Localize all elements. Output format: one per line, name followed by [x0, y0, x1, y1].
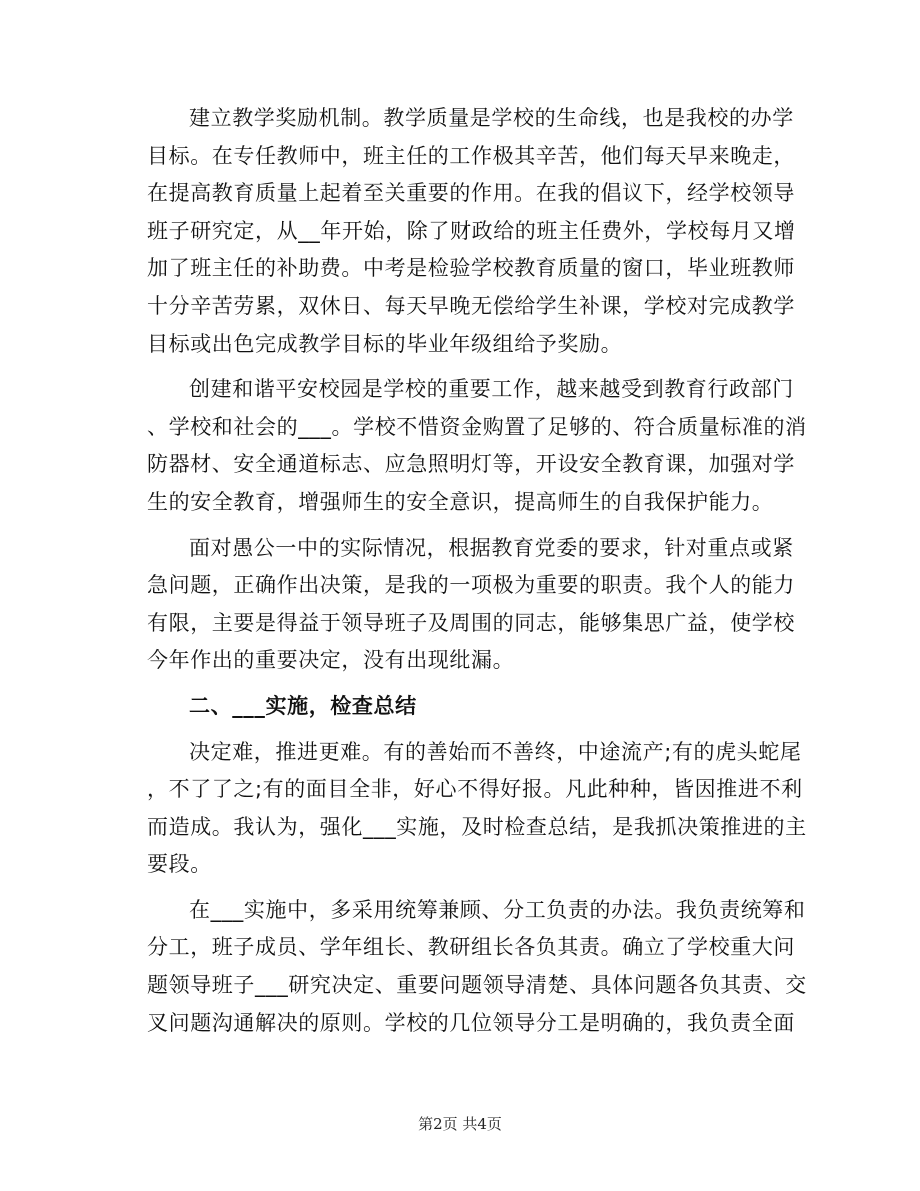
paragraph-line: 创建和谐平安校园是学校的重要工作，越来越受到教育行政部门: [189, 377, 794, 402]
paragraph-line: 目标或出色完成教学目标的毕业年级组给予奖励。: [147, 331, 623, 356]
page-number: 第2页 共4页: [418, 1115, 502, 1133]
paragraph-line: 分工，班子成员、学年组长、教研组长各负其责。确立了学校重大问: [147, 935, 795, 960]
paragraph-line: 题领导班子___研究决定、重要问题领导清楚、具体问题各负其责、交: [147, 973, 807, 998]
document-body: [147, 100, 807, 1042]
paragraph-line: 班子研究定，从__年开始，除了财政给的班主任费外，学校每月又增: [147, 218, 796, 243]
paragraph-line: 决定难，推进更难。有的善始而不善终，中途流产;有的虎头蛇尾: [189, 739, 802, 764]
paragraph-line: 有限，主要是得益于领导班子及周围的同志，能够集思广益，使学校: [147, 610, 795, 635]
section-heading-text: 二、___实施，检查总结: [189, 693, 417, 718]
paragraph-line: 急问题，正确作出决策，是我的一项极为重要的职责。我个人的能力: [147, 573, 795, 598]
paragraph-line: 防器材、安全通道标志、应急照明灯等，开设安全教育课，加强对学: [147, 452, 795, 477]
paragraph-line: 叉问题沟通解决的原则。学校的几位领导分工是明确的，我负责全面: [147, 1010, 795, 1035]
paragraph-safe-campus: [147, 371, 807, 521]
paragraph-line: 、学校和社会的___。学校不惜资金购置了足够的、符合质量标准的消: [147, 414, 807, 439]
paragraph-implementation-difficulty: [147, 734, 807, 884]
paragraph-line: 建立教学奖励机制。教学质量是学校的生命线，也是我校的办学: [189, 106, 794, 130]
paragraph-line: 面对愚公一中的实际情况，根据教育党委的要求，针对重点或紧: [189, 535, 794, 560]
paragraph-line: 而造成。我认为，强化___实施，及时检查总结，是我抓决策推进的主: [147, 814, 807, 839]
paragraph-line: 生的安全教育，增强师生的安全意识，提高师生的自我保护能力。: [147, 489, 774, 514]
paragraph-line: ，不了了之;有的面目全非，好心不得好报。凡此种种，皆因推进不利: [147, 777, 803, 802]
paragraph-line: 今年作出的重要决定，没有出现纰漏。: [147, 648, 515, 673]
paragraph-line: 在___实施中，多采用统筹兼顾、分工负责的办法。我负责统筹和: [189, 897, 806, 922]
paragraph-decisions: [147, 530, 795, 680]
paragraph-teaching-rewards: [147, 100, 796, 363]
paragraph-line: 目标。在专任教师中，班主任的工作极其辛苦，他们每天早来晚走，: [147, 143, 795, 168]
section-heading: [147, 688, 775, 726]
paragraph-line: 在提高教育质量上起着至关重要的作用。在我的倡议下，经学校领导: [147, 181, 795, 206]
paragraph-line: 十分辛苦劳累，双休日、每天早晚无偿给学生补课，学校对完成教学: [147, 293, 795, 318]
paragraph-line: 加了班主任的补助费。中考是检验学校教育质量的窗口，毕业班教师: [147, 256, 795, 281]
paragraph-line: 要段。: [147, 852, 212, 877]
paragraph-division-of-labor: [147, 892, 807, 1042]
